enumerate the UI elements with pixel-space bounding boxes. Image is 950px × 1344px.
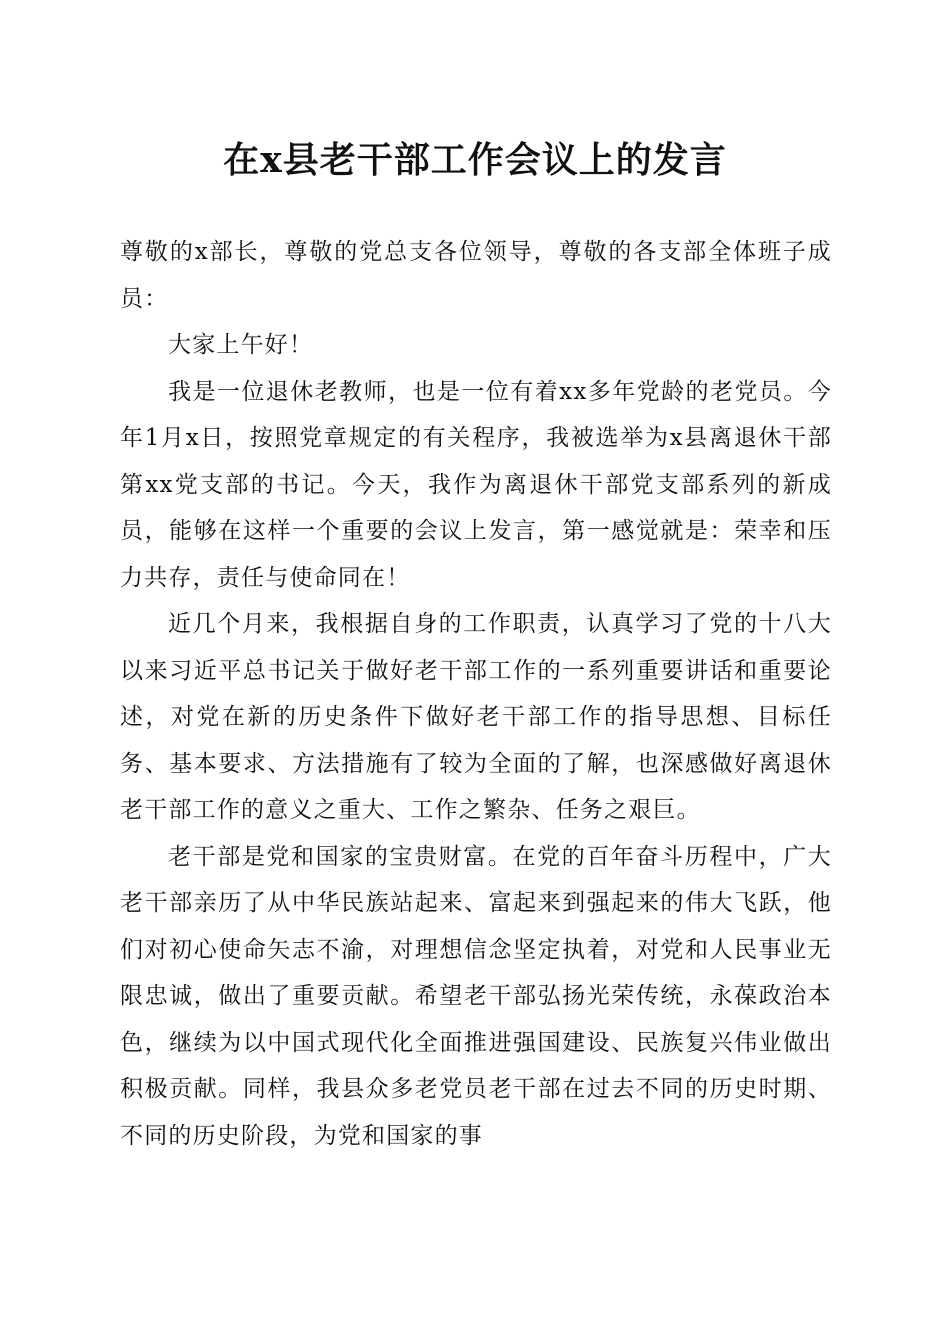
document-body [120, 229, 832, 1159]
document-title: 在x县老干部工作会议上的发言 [223, 139, 727, 181]
salutation-paragraph: 尊敬的x部长，尊敬的党总支各位领导，尊敬的各支部全体班子成员： [120, 239, 832, 312]
body-paragraph: 我是一位退休老教师，也是一位有着xx多年党龄的老党员。今年1月x日，按照党章规定的有关程序，我被选举为x县离退休干部第xx党支部的书记。今天，我作为离退休干部党支部系列的新成员，能够在这样一个重要的会议上发言，第一感觉就是：荣幸和压力共存，责任与使命同在！ [120, 378, 832, 591]
greeting-paragraph: 大家上午好！ [168, 332, 314, 358]
body-paragraph: 老干部是党和国家的宝贵财富。在党的百年奋斗历程中，广大老干部亲历了从中华民族站起来、富起来到强起来的伟大飞跃，他们对初心使命矢志不渝，对理想信念坚定执着，对党和人民事业无限忠诚，做出了重要贡献。希望老干部弘扬光荣传统，永葆政治本色，继续为以中国式现代化全面推进强国建设、民族复兴伟业做出积极贡献。同样，我县众多老党员老干部在过去不同的历史时期、不同的历史阶段，为党和国家的事 [120, 843, 832, 1149]
body-paragraph: 近几个月来，我根据自身的工作职责，认真学习了党的十八大以来习近平总书记关于做好老干部工作的一系列重要讲话和重要论述，对党在新的历史条件下做好老干部工作的指导思想、目标任务、基本要求、方法措施有了较为全面的了解，也深感做好离退休老干部工作的意义之重大、工作之繁杂、任务之艰巨。 [120, 611, 832, 823]
